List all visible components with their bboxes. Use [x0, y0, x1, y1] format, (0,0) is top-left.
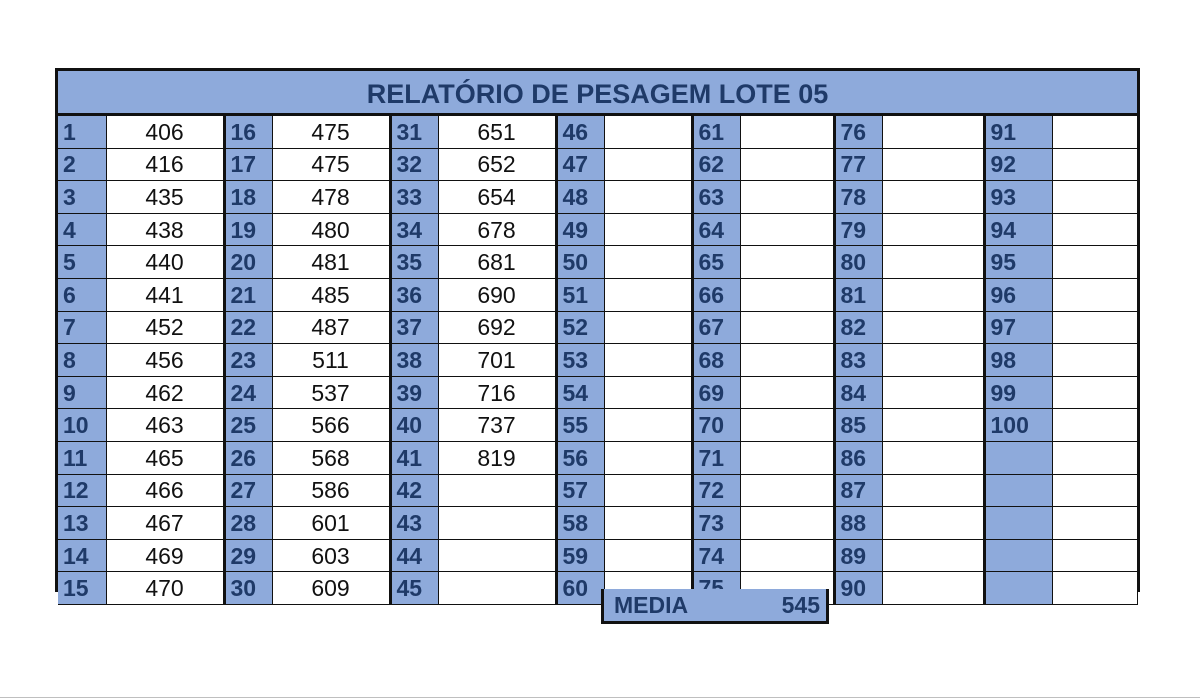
weight-cell: 485 — [272, 278, 390, 311]
media-label: MEDIA — [614, 591, 689, 618]
weight-cell — [1052, 181, 1137, 214]
weight-cell — [604, 344, 692, 377]
weight-cell — [604, 148, 692, 181]
lot-number-cell: 1 — [58, 116, 106, 149]
weight-cell — [438, 539, 556, 572]
weight-cell: 452 — [106, 311, 224, 344]
lot-number-cell: 59 — [556, 539, 604, 572]
weight-cell: 416 — [106, 148, 224, 181]
lot-number-cell: 58 — [556, 507, 604, 540]
weight-cell — [882, 116, 984, 149]
weight-cell — [1052, 441, 1137, 474]
table-row — [58, 507, 1137, 540]
lot-number-cell: 76 — [834, 116, 882, 149]
lot-number-cell: 71 — [692, 441, 740, 474]
lot-number-cell: 65 — [692, 246, 740, 279]
lot-number-cell: 89 — [834, 539, 882, 572]
weight-cell — [1052, 507, 1137, 540]
lot-number-cell: 86 — [834, 441, 882, 474]
lot-number-cell: 50 — [556, 246, 604, 279]
lot-number-cell — [984, 507, 1052, 540]
lot-number-cell: 92 — [984, 148, 1052, 181]
lot-number-cell: 28 — [224, 507, 272, 540]
lot-number-cell: 8 — [58, 344, 106, 377]
lot-number-cell: 10 — [58, 409, 106, 442]
lot-number-cell: 9 — [58, 376, 106, 409]
table-row — [58, 376, 1137, 409]
weight-cell — [882, 148, 984, 181]
lot-number-cell: 26 — [224, 441, 272, 474]
weight-cell — [1052, 572, 1137, 605]
weight-cell: 654 — [438, 181, 556, 214]
lot-number-cell: 51 — [556, 278, 604, 311]
weight-cell — [604, 278, 692, 311]
weight-cell: 478 — [272, 181, 390, 214]
weight-cell: 819 — [438, 441, 556, 474]
weight-cell — [740, 116, 834, 149]
media-value: 545 — [781, 591, 820, 618]
lot-number-cell: 39 — [390, 376, 438, 409]
lot-number-cell: 98 — [984, 344, 1052, 377]
weight-cell — [438, 572, 556, 605]
lot-number-cell: 80 — [834, 246, 882, 279]
weight-cell — [882, 409, 984, 442]
lot-number-cell: 25 — [224, 409, 272, 442]
weight-cell — [604, 311, 692, 344]
lot-number-cell: 21 — [224, 278, 272, 311]
weight-cell: 440 — [106, 246, 224, 279]
lot-number-cell: 93 — [984, 181, 1052, 214]
table-row — [58, 246, 1137, 279]
lot-number-cell: 60 — [556, 572, 604, 605]
weight-cell — [740, 246, 834, 279]
lot-number-cell: 47 — [556, 148, 604, 181]
weight-cell — [604, 376, 692, 409]
lot-number-cell: 63 — [692, 181, 740, 214]
lot-number-cell: 36 — [390, 278, 438, 311]
lot-number-cell: 42 — [390, 474, 438, 507]
weight-cell — [882, 311, 984, 344]
weight-cell — [882, 572, 984, 605]
lot-number-cell: 32 — [390, 148, 438, 181]
lot-number-cell: 33 — [390, 181, 438, 214]
lot-number-cell: 40 — [390, 409, 438, 442]
weight-cell — [604, 213, 692, 246]
lot-number-cell: 14 — [58, 539, 106, 572]
lot-number-cell — [984, 539, 1052, 572]
table-row — [58, 474, 1137, 507]
weight-cell — [740, 376, 834, 409]
lot-number-cell: 52 — [556, 311, 604, 344]
weight-cell — [1052, 213, 1137, 246]
weight-cell: 462 — [106, 376, 224, 409]
lot-number-cell: 69 — [692, 376, 740, 409]
lot-number-cell: 6 — [58, 278, 106, 311]
weight-cell — [1052, 409, 1137, 442]
weight-cell — [740, 507, 834, 540]
weight-cell: 467 — [106, 507, 224, 540]
lot-number-cell: 91 — [984, 116, 1052, 149]
weight-cell — [882, 441, 984, 474]
report-title: RELATÓRIO DE PESAGEM LOTE 05 — [58, 71, 1137, 115]
table-row — [58, 311, 1137, 344]
table-row — [58, 344, 1137, 377]
weight-cell: 678 — [438, 213, 556, 246]
lot-number-cell: 99 — [984, 376, 1052, 409]
weight-cell: 609 — [272, 572, 390, 605]
weight-cell — [1052, 474, 1137, 507]
weight-cell — [1052, 539, 1137, 572]
lot-number-cell: 3 — [58, 181, 106, 214]
lot-number-cell: 72 — [692, 474, 740, 507]
weight-cell: 475 — [272, 148, 390, 181]
lot-number-cell: 84 — [834, 376, 882, 409]
weight-cell: 475 — [272, 116, 390, 149]
lot-number-cell: 41 — [390, 441, 438, 474]
weight-cell — [1052, 148, 1137, 181]
lot-number-cell: 22 — [224, 311, 272, 344]
weights-table — [58, 115, 1138, 605]
table-row — [58, 213, 1137, 246]
lot-number-cell: 97 — [984, 311, 1052, 344]
lot-number-cell: 24 — [224, 376, 272, 409]
weight-cell — [740, 278, 834, 311]
weight-cell: 716 — [438, 376, 556, 409]
table-row — [58, 572, 1137, 605]
lot-number-cell: 15 — [58, 572, 106, 605]
weight-cell — [604, 539, 692, 572]
page-divider — [0, 697, 1200, 698]
lot-number-cell: 100 — [984, 409, 1052, 442]
weight-cell: 480 — [272, 213, 390, 246]
lot-number-cell: 35 — [390, 246, 438, 279]
lot-number-cell — [984, 474, 1052, 507]
lot-number-cell: 61 — [692, 116, 740, 149]
weight-cell — [604, 441, 692, 474]
weight-cell — [604, 507, 692, 540]
weight-cell: 651 — [438, 116, 556, 149]
lot-number-cell: 94 — [984, 213, 1052, 246]
weight-cell — [740, 441, 834, 474]
weight-cell — [604, 116, 692, 149]
lot-number-cell: 83 — [834, 344, 882, 377]
lot-number-cell: 2 — [58, 148, 106, 181]
weight-cell — [1052, 344, 1137, 377]
lot-number-cell: 13 — [58, 507, 106, 540]
weight-cell — [882, 376, 984, 409]
lot-number-cell: 12 — [58, 474, 106, 507]
weight-cell: 603 — [272, 539, 390, 572]
lot-number-cell: 77 — [834, 148, 882, 181]
weight-cell: 566 — [272, 409, 390, 442]
lot-number-cell: 78 — [834, 181, 882, 214]
weight-cell: 692 — [438, 311, 556, 344]
weight-cell: 406 — [106, 116, 224, 149]
weight-cell — [740, 213, 834, 246]
lot-number-cell: 56 — [556, 441, 604, 474]
weight-cell: 511 — [272, 344, 390, 377]
weight-cell: 463 — [106, 409, 224, 442]
lot-number-cell: 96 — [984, 278, 1052, 311]
lot-number-cell: 11 — [58, 441, 106, 474]
lot-number-cell: 23 — [224, 344, 272, 377]
weight-cell — [604, 474, 692, 507]
weight-cell — [882, 213, 984, 246]
lot-number-cell — [984, 441, 1052, 474]
lot-number-cell: 54 — [556, 376, 604, 409]
lot-number-cell: 74 — [692, 539, 740, 572]
weight-cell — [882, 344, 984, 377]
table-row — [58, 441, 1137, 474]
lot-number-cell: 7 — [58, 311, 106, 344]
table-row — [58, 116, 1137, 149]
weight-cell — [604, 409, 692, 442]
lot-number-cell: 37 — [390, 311, 438, 344]
weight-cell: 601 — [272, 507, 390, 540]
weight-cell — [882, 181, 984, 214]
weight-cell — [1052, 246, 1137, 279]
lot-number-cell: 90 — [834, 572, 882, 605]
lot-number-cell: 45 — [390, 572, 438, 605]
table-row — [58, 539, 1137, 572]
lot-number-cell: 27 — [224, 474, 272, 507]
table-row — [58, 409, 1137, 442]
weighing-report-sheet — [55, 68, 1140, 602]
lot-number-cell: 87 — [834, 474, 882, 507]
lot-number-cell: 53 — [556, 344, 604, 377]
weight-cell — [740, 409, 834, 442]
lot-number-cell: 68 — [692, 344, 740, 377]
weight-cell — [882, 539, 984, 572]
weight-cell — [1052, 116, 1137, 149]
lot-number-cell: 49 — [556, 213, 604, 246]
lot-number-cell: 73 — [692, 507, 740, 540]
lot-number-cell: 20 — [224, 246, 272, 279]
lot-number-cell: 19 — [224, 213, 272, 246]
lot-number-cell: 82 — [834, 311, 882, 344]
weight-cell — [604, 246, 692, 279]
lot-number-cell: 81 — [834, 278, 882, 311]
lot-number-cell: 79 — [834, 213, 882, 246]
weight-cell: 438 — [106, 213, 224, 246]
lot-number-cell: 43 — [390, 507, 438, 540]
lot-number-cell: 85 — [834, 409, 882, 442]
weight-cell: 586 — [272, 474, 390, 507]
weight-cell: 456 — [106, 344, 224, 377]
weight-cell — [1052, 278, 1137, 311]
lot-number-cell: 16 — [224, 116, 272, 149]
table-row — [58, 278, 1137, 311]
weight-cell — [882, 246, 984, 279]
weight-cell — [882, 474, 984, 507]
weight-cell: 537 — [272, 376, 390, 409]
weight-cell — [882, 507, 984, 540]
weight-cell: 470 — [106, 572, 224, 605]
weight-cell: 469 — [106, 539, 224, 572]
weight-cell — [1052, 376, 1137, 409]
lot-number-cell: 29 — [224, 539, 272, 572]
media-summary — [601, 589, 829, 624]
weight-cell: 568 — [272, 441, 390, 474]
table-row — [58, 181, 1137, 214]
weight-cell: 652 — [438, 148, 556, 181]
weight-cell — [882, 278, 984, 311]
lot-number-cell: 67 — [692, 311, 740, 344]
lot-number-cell: 34 — [390, 213, 438, 246]
lot-number-cell: 88 — [834, 507, 882, 540]
weight-cell — [438, 507, 556, 540]
lot-number-cell: 31 — [390, 116, 438, 149]
lot-number-cell: 4 — [58, 213, 106, 246]
weight-cell: 435 — [106, 181, 224, 214]
table-row — [58, 148, 1137, 181]
weight-cell — [740, 344, 834, 377]
lot-number-cell: 30 — [224, 572, 272, 605]
weight-cell: 441 — [106, 278, 224, 311]
weight-cell — [604, 181, 692, 214]
weight-cell: 681 — [438, 246, 556, 279]
weight-cell — [1052, 311, 1137, 344]
lot-number-cell: 5 — [58, 246, 106, 279]
weight-cell — [438, 474, 556, 507]
lot-number-cell — [984, 572, 1052, 605]
weight-cell — [740, 148, 834, 181]
weight-cell: 466 — [106, 474, 224, 507]
lot-number-cell: 70 — [692, 409, 740, 442]
lot-number-cell: 17 — [224, 148, 272, 181]
lot-number-cell: 44 — [390, 539, 438, 572]
lot-number-cell: 55 — [556, 409, 604, 442]
weight-cell — [740, 181, 834, 214]
weight-cell — [740, 474, 834, 507]
weight-cell: 487 — [272, 311, 390, 344]
lot-number-cell: 64 — [692, 213, 740, 246]
lot-number-cell: 95 — [984, 246, 1052, 279]
lot-number-cell: 62 — [692, 148, 740, 181]
weight-cell — [740, 539, 834, 572]
weight-cell: 465 — [106, 441, 224, 474]
lot-number-cell: 18 — [224, 181, 272, 214]
lot-number-cell: 57 — [556, 474, 604, 507]
weight-cell: 481 — [272, 246, 390, 279]
lot-number-cell: 46 — [556, 116, 604, 149]
lot-number-cell: 38 — [390, 344, 438, 377]
weight-cell — [740, 311, 834, 344]
weight-cell: 737 — [438, 409, 556, 442]
lot-number-cell: 48 — [556, 181, 604, 214]
lot-number-cell: 66 — [692, 278, 740, 311]
weight-cell: 701 — [438, 344, 556, 377]
weight-cell: 690 — [438, 278, 556, 311]
